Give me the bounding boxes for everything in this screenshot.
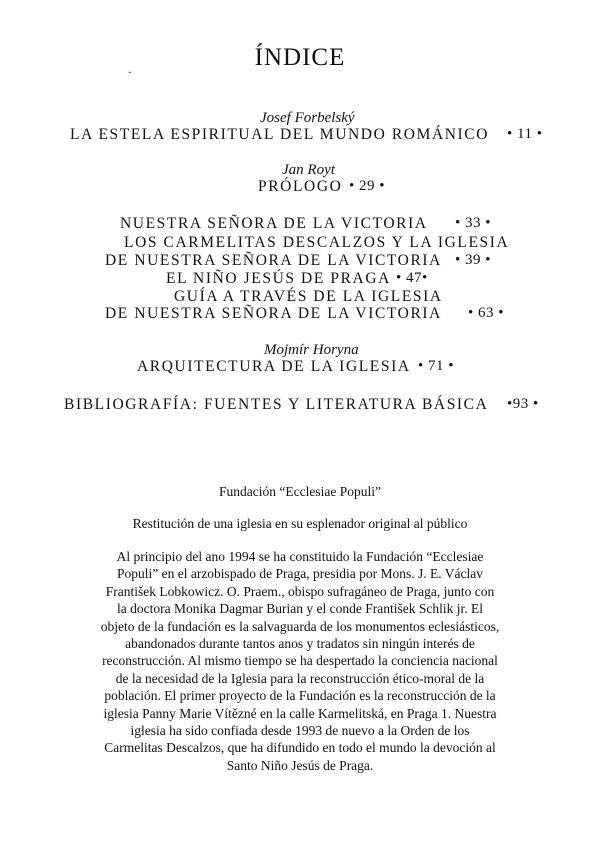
toc-entry-title-line2[interactable]: DE NUESTRA SEÑORA DE LA VICTORIA (105, 305, 442, 322)
toc-author-forbelsky: Josef Forbelský (260, 110, 355, 126)
foundation-paragraph: Al principio del ano 1994 se ha constituido la Fundación “Ecclesiae Populi” en el arzobispado de Praga, presidia por Mons. J. E. Václav František Lobkowicz. O. Praem., obispo sufragáneo de Praga, junto con la doctora Monika Dagmar Burian y el conde František Schlik jr. El objeto de la fundación es la salvaguarda de los monumentos eclesiásticos, abandonados durante tantos anos y tradatos sin ningún interés de reconstrucción. Al mismo tiempo se ha despertado la conciencia nacional de la necesidad de la Iglesia para la reconstrucción ético-moral de la población. El primer proyecto de la Fundación es la reconstrucción de la iglesia Panny Marie Vítězné en la calle Karmelitská, en Praga 1. Nuestra iglesia ha sido confiada desde 1993 de nuevo a la Orden de los Carmelitas Descalzos, que ha difundido en todo el mundo la devoción al Santo Niño Jesús de Praga. (100, 549, 500, 773)
toc-entry-title[interactable]: PRÓLOGO (258, 178, 343, 195)
foundation-name: Fundación “Ecclesiae Populi” (219, 484, 381, 499)
toc-entry-page: • 39 • (455, 252, 492, 268)
toc-entry-page: • 63 • (468, 305, 505, 321)
foundation-subtitle: Restitución de una iglesia en su esplenador original al público (132, 516, 468, 531)
toc-entry-page: •93 • (507, 396, 539, 412)
index-title: ÍNDICE (254, 44, 346, 71)
toc-author-horyna: Mojmír Horyna (264, 342, 359, 358)
toc-entry-page: • 47• (396, 270, 428, 286)
toc-entry-title-line1[interactable]: GUÍA A TRAVÉS DE LA IGLESIA (174, 288, 443, 305)
toc-entry-title-line1[interactable]: LOS CARMELITAS DESCALZOS Y LA IGLESIA (124, 234, 510, 251)
toc-entry-title-line2[interactable]: DE NUESTRA SEÑORA DE LA VICTORIA (105, 252, 442, 269)
toc-entry-page: • 71 • (418, 358, 455, 374)
toc-entry-title[interactable]: BIBLIOGRAFÍA: FUENTES Y LITERATURA BÁSICA (64, 396, 489, 413)
toc-author-royt: Jan Royt (282, 162, 335, 178)
toc-entry-page: • 29 • (349, 178, 386, 194)
toc-entry-title[interactable]: LA ESTELA ESPIRITUAL DEL MUNDO ROMÁNICO (70, 126, 490, 143)
toc-entry-page: • 11 • (507, 126, 543, 142)
paper-speck: ˇ (128, 70, 132, 82)
toc-entry-title[interactable]: NUESTRA SEÑORA DE LA VICTORIA (120, 215, 428, 232)
toc-entry-page: • 33 • (455, 215, 492, 231)
toc-entry-title[interactable]: EL NIÑO JESÚS DE PRAGA (166, 270, 391, 287)
toc-entry-title[interactable]: ARQUITECTURA DE LA IGLESIA (137, 358, 411, 375)
